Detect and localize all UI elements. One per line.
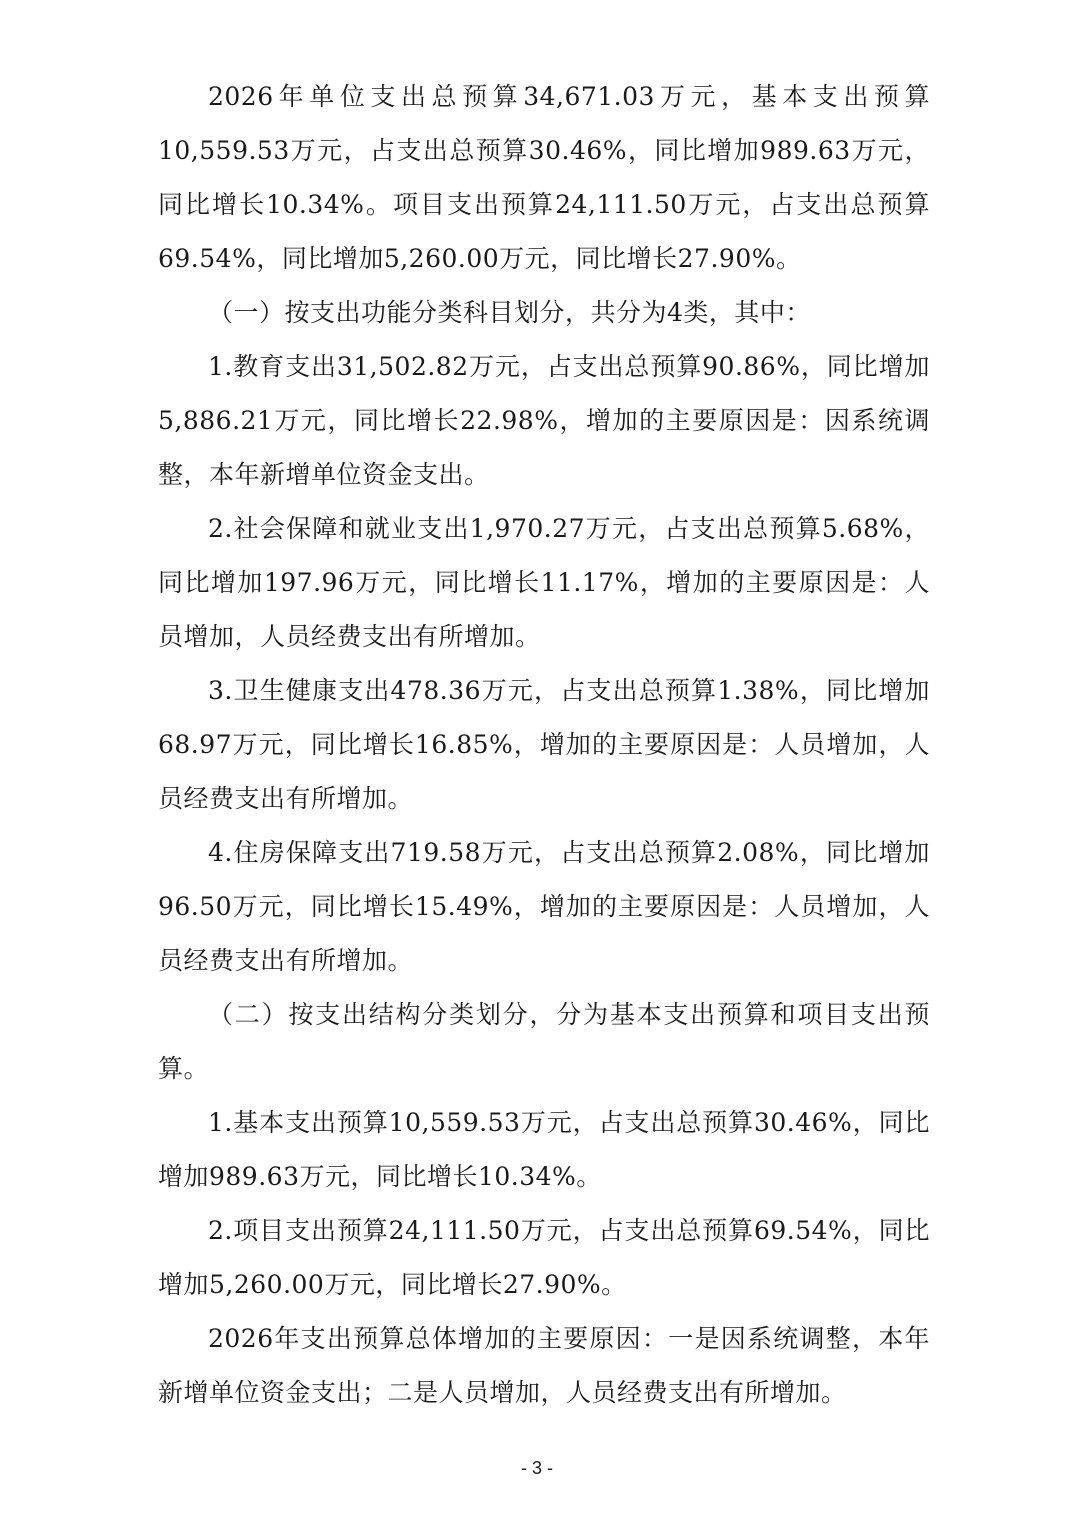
document-body [158, 70, 930, 1420]
page-number: - 3 - [520, 1458, 553, 1478]
paragraph-education: 1.教育支出31,502.82万元，占支出总预算90.86%，同比增加5,886.21万元，同比增长22.98%，增加的主要原因是：因系统调整，本年新增单位资金支出。 [158, 352, 930, 489]
paragraph-housing: 4.住房保障支出719.58万元，占支出总预算2.08%，同比增加96.50万元，同比增长15.49%，增加的主要原因是：人员增加，人员经费支出有所增加。 [158, 838, 930, 975]
paragraph-total-budget: 2026年单位支出总预算34,671.03万元，基本支出预算10,559.53万元，占支出总预算30.46%，同比增加989.63万元，同比增长10.34%。项目支出预算24,111.50万元，占支出总预算69.54%，同比增加5,260.00万元，同比增长27.90%。 [158, 82, 930, 273]
paragraph-social-security: 2.社会保障和就业支出1,970.27万元，占支出总预算5.68%，同比增加197.96万元，同比增长11.17%，增加的主要原因是：人员增加，人员经费支出有所增加。 [158, 514, 930, 651]
paragraph-health: 3.卫生健康支出478.36万元，占支出总预算1.38%，同比增加68.97万元，同比增长16.85%，增加的主要原因是：人员增加，人员经费支出有所增加。 [158, 676, 930, 813]
section-heading-by-function: （一）按支出功能分类科目划分，共分为4类，其中： [208, 298, 811, 327]
paragraph-increase-reasons: 2026年支出预算总体增加的主要原因：一是因系统调整，本年新增单位资金支出；二是人员增加，人员经费支出有所增加。 [158, 1324, 930, 1407]
section-heading-by-structure: （二）按支出结构分类划分，分为基本支出预算和项目支出预算。 [158, 1000, 930, 1083]
paragraph-basic-expenditure: 1.基本支出预算10,559.53万元，占支出总预算30.46%，同比增加989.63万元，同比增长10.34%。 [158, 1108, 930, 1191]
paragraph-project-expenditure: 2.项目支出预算24,111.50万元，占支出总预算69.54%，同比增加5,260.00万元，同比增长27.90%。 [158, 1216, 930, 1299]
